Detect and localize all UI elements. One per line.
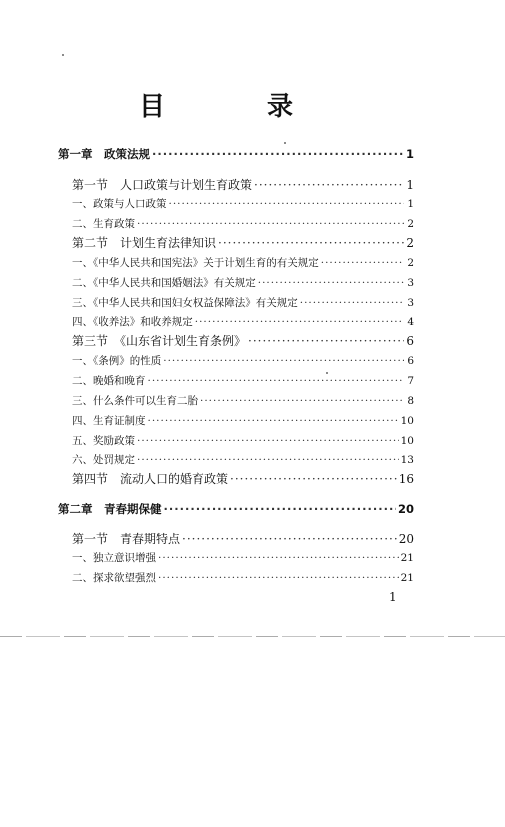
- leader-dots: [163, 353, 404, 369]
- toc-entry-item: [72, 314, 414, 330]
- page-title: 目 录: [138, 92, 331, 122]
- toc-entry-page: 13: [400, 454, 414, 466]
- toc-entry-section: [72, 177, 414, 193]
- toc-entry-item: [72, 295, 414, 311]
- leader-dots: [137, 216, 404, 232]
- leader-dots: [195, 314, 404, 330]
- leader-dots: [148, 413, 399, 429]
- toc-entry-page: 1: [405, 147, 414, 161]
- toc-entry-page: 1: [407, 198, 414, 210]
- toc-entry-text: 三、《中华人民共和国妇女权益保障法》有关规定: [72, 297, 298, 309]
- scan-speck: [326, 372, 328, 374]
- toc-entry-page: 2: [406, 236, 414, 250]
- toc-entry-page: 3: [407, 297, 414, 309]
- leader-dots: [164, 501, 396, 517]
- toc-entry-text: 二、探求欲望强烈: [72, 572, 156, 584]
- toc-entry-section: [72, 471, 414, 487]
- page-number: 1: [389, 590, 397, 604]
- toc-entry-item: [72, 452, 414, 468]
- toc-entry-chapter: [58, 501, 414, 517]
- toc-entry-page: 7: [407, 375, 414, 387]
- toc-entry-page: 20: [397, 502, 414, 516]
- toc-entry-text: 第三节 《山东省计划生育条例》: [72, 334, 247, 348]
- leader-dots: [152, 146, 404, 162]
- leader-dots: [258, 275, 404, 291]
- toc-entry-page: 10: [400, 435, 414, 447]
- leader-dots: [182, 531, 397, 547]
- toc-entry-text: 三、什么条件可以生育二胎: [72, 395, 198, 407]
- leader-dots: [148, 373, 405, 389]
- toc-entry-item: [72, 216, 414, 232]
- toc-entry-page: 4: [407, 316, 414, 328]
- scan-speck: [284, 142, 286, 144]
- toc-entry-text: 四、生育证制度: [72, 415, 146, 427]
- leader-dots: [248, 333, 404, 349]
- toc-entry-page: 21: [400, 552, 414, 564]
- scan-edge-line: [0, 636, 505, 637]
- toc-entry-text: 第一章 政策法规: [58, 147, 150, 161]
- toc-entry-page: 2: [407, 218, 414, 230]
- toc-entry-text: 第一节 人口政策与计划生育政策: [72, 178, 253, 192]
- toc-entry-page: 1: [406, 178, 414, 192]
- toc-entry-text: 一、《中华人民共和国宪法》关于计划生育的有关规定: [72, 257, 319, 269]
- leader-dots: [230, 471, 397, 487]
- toc-entry-text: 五、奖励政策: [72, 435, 135, 447]
- toc-entry-text: 第二节 计划生育法律知识: [72, 236, 217, 250]
- toc-entry-page: 20: [398, 532, 414, 546]
- toc-entry-page: 6: [406, 334, 414, 348]
- toc-entry-text: 第四节 流动人口的婚育政策: [72, 472, 229, 486]
- toc-entry-text: 二、晚婚和晚育: [72, 375, 146, 387]
- toc-entry-page: 2: [407, 257, 414, 269]
- leader-dots: [200, 393, 404, 409]
- toc-entry-text: 第一节 青春期特点: [72, 532, 181, 546]
- toc-entry-text: 四、《收养法》和收养规定: [72, 316, 193, 328]
- toc-entry-section: [72, 333, 414, 349]
- toc-entry-text: 二、生育政策: [72, 218, 135, 230]
- toc-entry-text: 第二章 青春期保健: [58, 502, 162, 516]
- leader-dots: [218, 235, 404, 251]
- toc-entry-page: 8: [407, 395, 414, 407]
- leader-dots: [300, 295, 404, 311]
- scan-speck: [62, 54, 64, 56]
- toc-entry-item: [72, 196, 414, 212]
- toc-entry-section: [72, 235, 414, 251]
- toc-entry-item: [72, 275, 414, 291]
- toc-entry-text: 六、处罚规定: [72, 454, 135, 466]
- toc-entry-text: 一、《条例》的性质: [72, 355, 162, 367]
- toc-entry-item: [72, 353, 414, 369]
- toc-entry-text: 一、政策与人口政策: [72, 198, 167, 210]
- leader-dots: [137, 452, 399, 468]
- toc-entry-item: [72, 550, 414, 566]
- leader-dots: [169, 196, 405, 212]
- toc-entry-section: [72, 531, 414, 547]
- toc-entry-text: 一、独立意识增强: [72, 552, 156, 564]
- toc-entry-page: 6: [407, 355, 414, 367]
- toc-entry-item: [72, 413, 414, 429]
- toc-entry-chapter: [58, 146, 414, 162]
- leader-dots: [254, 177, 404, 193]
- toc-entry-item: [72, 433, 414, 449]
- toc-entry-item: [72, 570, 414, 586]
- leader-dots: [158, 550, 399, 566]
- toc-entry-item: [72, 255, 414, 271]
- toc-entry-item: [72, 373, 414, 389]
- toc-entry-page: 3: [407, 277, 414, 289]
- toc-entry-item: [72, 393, 414, 409]
- toc-entry-page: 21: [400, 572, 414, 584]
- leader-dots: [137, 433, 399, 449]
- toc-entry-page: 16: [398, 472, 414, 486]
- leader-dots: [158, 570, 399, 586]
- toc-entry-text: 二、《中华人民共和国婚姻法》有关规定: [72, 277, 256, 289]
- toc-entry-page: 10: [400, 415, 414, 427]
- leader-dots: [321, 255, 404, 271]
